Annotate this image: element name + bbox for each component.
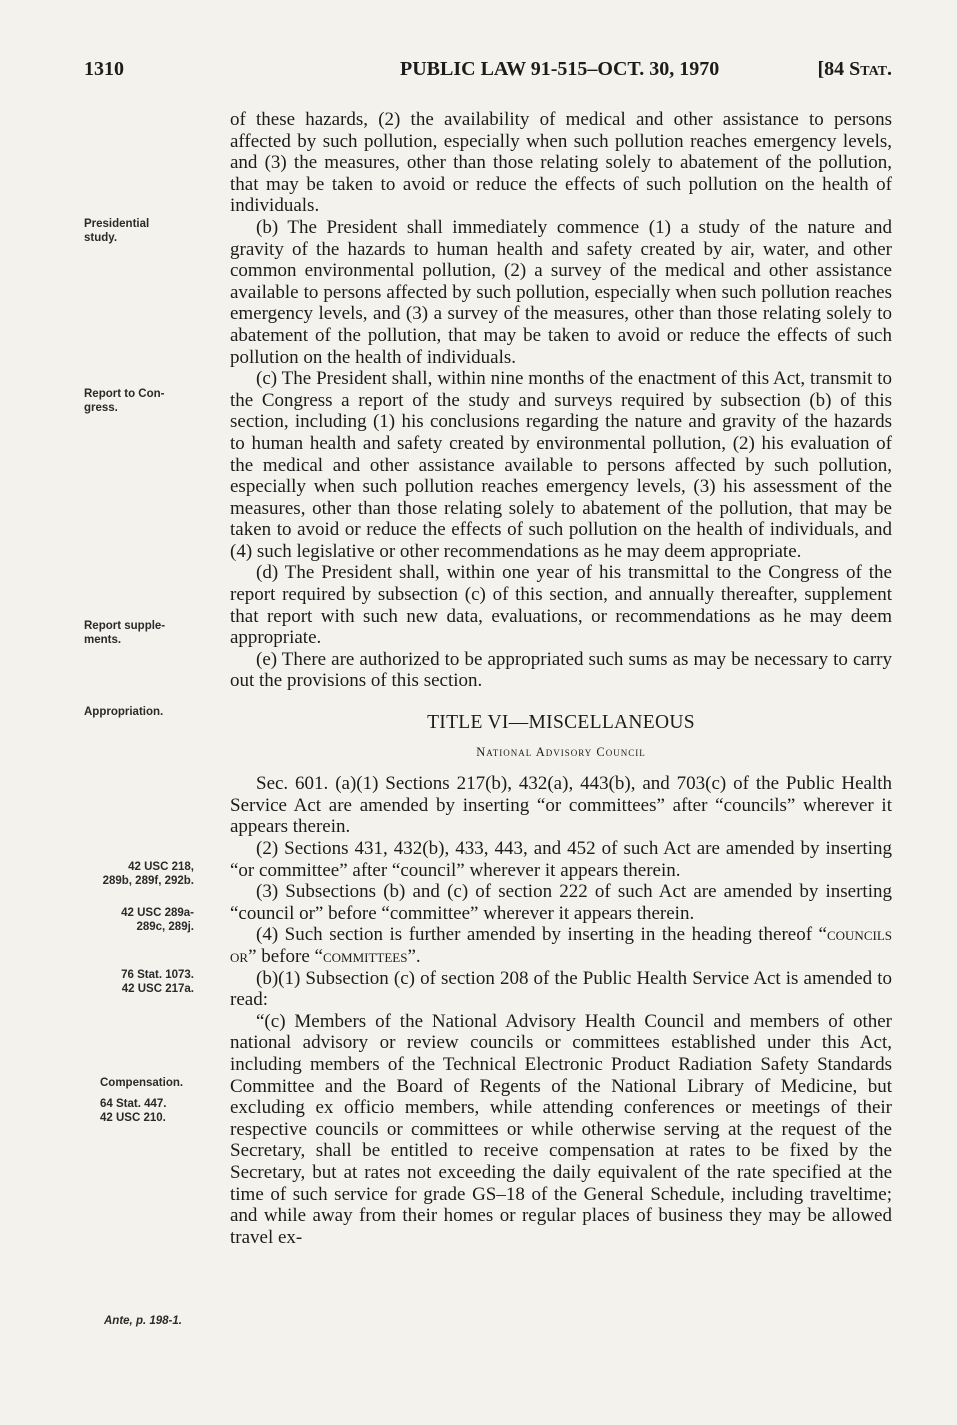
margin-note-citation-1: 42 USC 218, 289b, 289f, 292b. — [102, 861, 194, 887]
running-header — [84, 58, 892, 88]
margin-note-citation-2: 42 USC 289a- 289c, 289j. — [121, 907, 194, 933]
section-subheading: National Advisory Council — [476, 744, 646, 759]
paragraph: (b)(1) Subsection (c) of section 208 of the Public Health Service Act is amended to read: — [230, 967, 892, 1011]
margin-note-citation-4: 64 Stat. 447. 42 USC 210. — [100, 1098, 167, 1124]
paragraph: (b) The President shall immediately commence (1) a study of the nature and gravity of the hazards to human health and safety created by air, water, and other common environmental pollution, (2) a survey of the medical and other assistance available to persons affected by such pollution, especially when such pollution reaches emergency levels, and (3) a survey of the measures, other than those relating solely to abatement of the pollution, that may be taken to avoid or reduce the effects of such pollution on the health of individuals. — [230, 216, 892, 368]
margin-note-compensation: Compensation. — [100, 1077, 184, 1089]
volume-reference: [84 Stat. — [817, 58, 892, 80]
margin-note-report-to-congress: Report to Con- gress. — [84, 388, 165, 414]
paragraph: (e) There are authorized to be appropriated such sums as may be necessary to carry out the provisions of this section. — [230, 648, 892, 692]
paragraph: “(c) Members of the National Advisory Health Council and members of other national advisory or review councils or committees established under this Act, including members of the Technical Electronic Product Radiation Safety Standards Committee and the Board of Regents of the National Library of Medicine, but excluding ex officio members, while attending conferences or meetings of their respective councils or committees or while otherwise serving at the request of the Secretary, shall be entitled to receive compensation at rates to be fixed by the Secretary, but at rates not exceeding the daily equivalent of the rate specified at the time of such service for grade GS–18 of the General Schedule, including traveltime; and while away from their homes or regular places of business they may be allowed travel ex- — [230, 1010, 892, 1248]
margin-note-report-supplements: Report supple- ments. — [84, 620, 166, 646]
margin-note-citation-3: 76 Stat. 1073. 42 USC 217a. — [121, 969, 194, 995]
paragraph: (4) Such section is further amended by inserting in the heading thereof “councils or” before “committees”. — [230, 924, 892, 967]
title-heading: TITLE VI—MISCELLANEOUS — [427, 712, 695, 734]
page-number: 1310 — [84, 58, 124, 80]
header-title: PUBLIC LAW 91-515–OCT. 30, 1970 — [400, 58, 720, 80]
body-text — [230, 109, 892, 1248]
margin-note-presidential-study: Presidential study. — [84, 218, 150, 244]
paragraph: Sec. 601. (a)(1) Sections 217(b), 432(a), 443(b), and 703(c) of the Public Health Service Act are amended by inserting “or committees” after “councils” wherever it appears therein. — [230, 773, 892, 838]
paragraph: (3) Subsections (b) and (c) of section 222 of such Act are amended by inserting “council or” before “committee” wherever it appears therein. — [230, 881, 892, 924]
margin-note-appropriation: Appropriation. — [84, 706, 164, 718]
paragraph: (d) The President shall, within one year of his transmittal to the Congress of the report required by subsection (c) of this section, and annually thereafter, supplement that report with such new data, evaluations, or recommendations as he may deem appropriate. — [230, 562, 892, 649]
paragraph: (2) Sections 431, 432(b), 433, 443, and 452 of such Act are amended by inserting “or committee” after “council” wherever it appears therein. — [230, 838, 892, 881]
margin-note-ante: Ante, p. 198-1. — [104, 1315, 182, 1327]
paragraph: of these hazards, (2) the availability of medical and other assistance to persons affected by such pollution, especially when such pollution reaches emergency levels, and (3) the measures, other than those relating solely to abatement of the pollution, that may be taken to avoid or reduce the effects of such pollution on the health of individuals. — [230, 109, 892, 217]
paragraph: (c) The President shall, within nine months of the enactment of this Act, transmit to the Congress a report of the study and surveys required by subsection (b) of this section, including (1) his conclusions regarding the nature and gravity of the hazards to human health and safety created by environmental pollution, (2) his evaluation of the medical and other assistance available to persons affected by such pollution, especially when such pollution reaches emergency levels, (3) his assessment of the measures, other than those relating solely to abatement of the pollution, that may be taken to avoid or reduce the effects of such pollution on the health of individuals, and (4) such legislative or other recommendations as he may deem appropriate. — [230, 368, 892, 562]
